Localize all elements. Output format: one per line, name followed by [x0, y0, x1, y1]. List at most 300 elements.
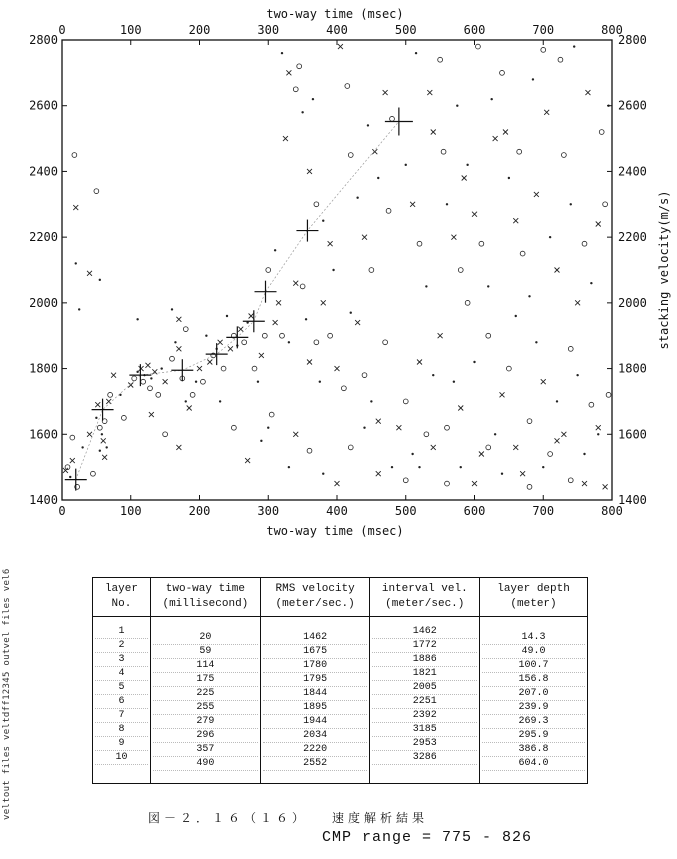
semblance-point-x	[596, 425, 601, 430]
table-cell: 100.7	[482, 659, 585, 673]
semblance-point-circle	[190, 392, 195, 397]
table-cell: 269.3	[482, 715, 585, 729]
table-cell: 1675	[263, 645, 368, 659]
table-cell: 2251	[372, 695, 477, 709]
semblance-point-x	[335, 366, 340, 371]
semblance-point-x	[410, 202, 415, 207]
semblance-point-circle	[280, 333, 285, 338]
semblance-point-circle	[108, 392, 113, 397]
semblance-point-dot	[99, 450, 101, 452]
x-tick-label-bottom: 800	[601, 504, 623, 518]
semblance-point-x	[73, 205, 78, 210]
table-cell: 6	[95, 695, 148, 709]
header-interval-vel: interval vel. (meter/sec.)	[370, 578, 480, 617]
semblance-point-x	[307, 360, 312, 365]
semblance-point-dot	[312, 98, 314, 100]
semblance-point-dot	[119, 394, 121, 396]
semblance-point-circle	[94, 189, 99, 194]
table-cell: 2392	[372, 709, 477, 723]
semblance-point-circle	[221, 366, 226, 371]
table-header-row	[93, 578, 588, 617]
semblance-point-circle	[465, 300, 470, 305]
table-cell: 255	[153, 701, 258, 715]
semblance-point-x	[70, 458, 75, 463]
semblance-point-circle	[231, 425, 236, 430]
semblance-point-circle	[383, 340, 388, 345]
table-cell: 1462	[263, 631, 368, 645]
header-layer-no: layer No.	[93, 578, 151, 617]
semblance-point-x	[362, 235, 367, 240]
semblance-point-circle	[369, 268, 374, 273]
semblance-point-x	[500, 392, 505, 397]
velocity-picks	[65, 107, 413, 490]
x-tick-label-bottom: 0	[58, 504, 66, 518]
y-tick-label-right: 2600	[618, 98, 647, 113]
semblance-point-x	[520, 471, 525, 476]
semblance-point-x	[259, 353, 264, 358]
semblance-point-circle	[527, 419, 532, 424]
velocity-pick-cross	[65, 469, 87, 491]
table-cell: 175	[153, 673, 258, 687]
semblance-point-x	[293, 432, 298, 437]
semblance-point-dot	[473, 361, 475, 363]
table-cell: 2220	[263, 743, 368, 757]
figure-title: 速度解析結果	[332, 811, 429, 825]
velocity-pick-cross	[255, 281, 277, 303]
semblance-point-dot	[301, 111, 303, 113]
semblance-point-circle	[132, 376, 137, 381]
semblance-point-x	[431, 445, 436, 450]
semblance-point-x	[286, 70, 291, 75]
y-tick-label-left: 2200	[29, 230, 58, 245]
semblance-point-x	[228, 346, 233, 351]
y-tick-label-left: 1800	[29, 361, 58, 376]
semblance-point-circle	[148, 386, 153, 391]
figure-label: 図－２．１６（１６）	[148, 811, 309, 825]
semblance-point-x	[555, 268, 560, 273]
semblance-point-x	[149, 412, 154, 417]
semblance-point-circle	[541, 47, 546, 52]
semblance-point-x	[163, 379, 168, 384]
semblance-point-dot	[99, 279, 101, 281]
semblance-point-dot	[367, 124, 369, 126]
semblance-point-circle	[91, 471, 96, 476]
semblance-point-circle	[72, 153, 77, 158]
semblance-point-circle	[97, 425, 102, 430]
semblance-point-circle	[589, 402, 594, 407]
semblance-point-x	[427, 90, 432, 95]
semblance-point-dot	[370, 400, 372, 402]
y-tick-label-right: 2800	[618, 33, 647, 47]
table-cell: 8	[95, 723, 148, 737]
semblance-point-x	[102, 455, 107, 460]
table-cell: 1844	[263, 687, 368, 701]
semblance-point-circle	[252, 366, 257, 371]
table-cell: 4	[95, 667, 148, 681]
semblance-point-x	[283, 136, 288, 141]
table-cell: 1772	[372, 639, 477, 653]
table-cell: 1821	[372, 667, 477, 681]
semblance-point-x	[111, 373, 116, 378]
semblance-point-circle	[269, 412, 274, 417]
semblance-point-circle	[262, 333, 267, 338]
table-cell: 9	[95, 737, 148, 751]
table-cell: 490	[153, 757, 258, 771]
table-cell: 14.3	[482, 631, 585, 645]
semblance-point-x	[176, 346, 181, 351]
semblance-point-circle	[170, 356, 175, 361]
semblance-point-x	[176, 317, 181, 322]
semblance-point-circle	[445, 425, 450, 430]
semblance-point-x	[321, 300, 326, 305]
semblance-point-x	[101, 438, 106, 443]
semblance-point-dot	[446, 203, 448, 205]
semblance-point-circle	[266, 268, 271, 273]
semblance-point-dot	[460, 466, 462, 468]
table-cell: 2953	[372, 737, 477, 751]
semblance-point-x	[451, 235, 456, 240]
semblance-point-circle	[506, 366, 511, 371]
semblance-point-circle	[183, 327, 188, 332]
y-tick-label-right: 1600	[618, 427, 647, 442]
semblance-point-dot	[150, 377, 152, 379]
semblance-point-circle	[520, 251, 525, 256]
column-layer-depth	[482, 631, 585, 771]
axis-ticks	[29, 23, 647, 518]
table-cell: 1944	[263, 715, 368, 729]
semblance-point-circle	[386, 208, 391, 213]
side-file-note: veltout files veltdff12345 outvel files vel6	[2, 568, 12, 820]
semblance-point-circle	[500, 70, 505, 75]
semblance-point-x	[207, 360, 212, 365]
semblance-point-x	[307, 169, 312, 174]
semblance-point-circle	[582, 241, 587, 246]
semblance-point-x	[472, 481, 477, 486]
table-cell: 2552	[263, 757, 368, 771]
semblance-point-dot	[549, 236, 551, 238]
semblance-point-dot	[226, 315, 228, 317]
column-rms-velocity	[263, 631, 368, 771]
semblance-point-circle	[417, 241, 422, 246]
semblance-point-dot	[105, 446, 107, 448]
y-tick-label-left: 2400	[29, 164, 58, 179]
x-tick-label-bottom: 400	[326, 504, 348, 518]
semblance-point-circle	[300, 284, 305, 289]
semblance-point-circle	[486, 445, 491, 450]
semblance-point-dot	[573, 45, 575, 47]
semblance-point-dot	[78, 308, 80, 310]
semblance-point-dot	[377, 177, 379, 179]
semblance-point-dot	[405, 164, 407, 166]
semblance-point-dot	[570, 203, 572, 205]
table-cell: 279	[153, 715, 258, 729]
semblance-point-dot	[494, 433, 496, 435]
velocity-pick-cross	[296, 220, 318, 242]
semblance-point-dot	[136, 318, 138, 320]
y-tick-label-right: 1800	[618, 361, 647, 376]
semblance-point-dot	[583, 453, 585, 455]
table-cell: 2005	[372, 681, 477, 695]
table-cell: 604.0	[482, 757, 585, 771]
velocity-pick-cross	[385, 107, 413, 135]
header-two-way-time: two-way time (millisecond)	[150, 578, 260, 617]
semblance-point-x	[238, 327, 243, 332]
semblance-point-dot	[101, 433, 103, 435]
semblance-point-dot	[267, 427, 269, 429]
semblance-point-dot	[288, 466, 290, 468]
semblance-point-circle	[603, 202, 608, 207]
semblance-point-dot	[350, 312, 352, 314]
semblance-point-circle	[424, 432, 429, 437]
figure-caption	[148, 809, 428, 826]
semblance-point-x	[338, 44, 343, 49]
semblance-point-x	[95, 402, 100, 407]
semblance-point-circle	[403, 399, 408, 404]
semblance-point-x	[335, 481, 340, 486]
semblance-point-circle	[362, 373, 367, 378]
semblance-point-x	[575, 300, 580, 305]
semblance-point-x	[176, 445, 181, 450]
semblance-point-x	[585, 90, 590, 95]
semblance-point-circle	[328, 333, 333, 338]
x-tick-label-top: 200	[188, 23, 211, 37]
x-tick-label-bottom: 100	[119, 504, 142, 518]
table-cell: 1795	[263, 673, 368, 687]
velocity-pick-cross	[206, 343, 228, 365]
semblance-point-dot	[274, 249, 276, 251]
semblance-point-dot	[528, 295, 530, 297]
column-two-way-time	[153, 631, 258, 771]
x-tick-label-top: 500	[394, 23, 417, 37]
x-tick-label-bottom: 500	[394, 504, 417, 518]
semblance-point-dot	[490, 98, 492, 100]
semblance-point-x	[544, 110, 549, 115]
table-cell: 207.0	[482, 687, 585, 701]
semblance-point-dot	[281, 52, 283, 54]
semblance-point-circle	[527, 484, 532, 489]
semblance-point-circle	[438, 57, 443, 62]
semblance-points	[63, 44, 611, 489]
semblance-point-x	[376, 471, 381, 476]
pick-trend-line	[76, 121, 399, 479]
semblance-point-x	[503, 130, 508, 135]
x-tick-label-bottom: 200	[188, 504, 211, 518]
table-cell: 2	[95, 639, 148, 653]
x-axis-label-top: two-way time (msec)	[266, 7, 404, 21]
semblance-point-dot	[219, 400, 221, 402]
semblance-point-circle	[568, 346, 573, 351]
semblance-point-x	[106, 399, 111, 404]
cmp-range: CMP range = 775 - 826	[322, 829, 533, 846]
semblance-point-dot	[363, 427, 365, 429]
semblance-point-circle	[341, 386, 346, 391]
x-tick-label-top: 0	[58, 23, 66, 37]
semblance-point-circle	[568, 478, 573, 483]
table-cell: 114	[153, 659, 258, 673]
semblance-point-circle	[348, 153, 353, 158]
semblance-point-circle	[599, 130, 604, 135]
table-cell: 1895	[263, 701, 368, 715]
semblance-point-circle	[445, 481, 450, 486]
semblance-point-x	[462, 176, 467, 181]
header-rms-velocity: RMS velocity (meter/sec.)	[260, 578, 370, 617]
semblance-point-x	[582, 481, 587, 486]
y-tick-label-left: 2000	[29, 295, 58, 310]
semblance-point-x	[493, 136, 498, 141]
semblance-point-dot	[456, 105, 458, 107]
semblance-point-x	[458, 406, 463, 411]
x-tick-label-top: 800	[601, 23, 623, 37]
semblance-point-circle	[141, 379, 146, 384]
x-tick-label-top: 300	[257, 23, 280, 37]
semblance-point-circle	[486, 333, 491, 338]
semblance-point-dot	[597, 433, 599, 435]
x-tick-label-top: 700	[532, 23, 555, 37]
y-tick-label-left: 2600	[29, 98, 58, 113]
semblance-point-x	[197, 366, 202, 371]
y-tick-label-left: 1600	[29, 427, 58, 442]
semblance-point-x	[479, 452, 484, 457]
semblance-point-x	[417, 360, 422, 365]
semblance-point-circle	[121, 415, 126, 420]
table-body-row	[93, 617, 588, 784]
semblance-point-circle	[479, 241, 484, 246]
semblance-point-circle	[606, 392, 611, 397]
semblance-point-dot	[195, 381, 197, 383]
table-cell: 1886	[372, 653, 477, 667]
semblance-point-dot	[185, 400, 187, 402]
semblance-point-x	[596, 222, 601, 227]
semblance-point-x	[603, 484, 608, 489]
semblance-point-dot	[160, 367, 162, 369]
semblance-point-x	[328, 241, 333, 246]
y-tick-label-right: 1400	[618, 493, 647, 507]
semblance-point-x	[376, 419, 381, 424]
table-cell: 2034	[263, 729, 368, 743]
table-cell: 10	[95, 751, 148, 765]
semblance-point-dot	[174, 341, 176, 343]
semblance-point-dot	[95, 417, 97, 419]
semblance-point-x	[472, 212, 477, 217]
semblance-point-dot	[69, 476, 71, 478]
semblance-point-x	[87, 271, 92, 276]
semblance-point-x	[187, 406, 192, 411]
semblance-point-dot	[356, 197, 358, 199]
table-cell: 3185	[372, 723, 477, 737]
semblance-point-x	[555, 438, 560, 443]
plot-frame	[62, 40, 612, 500]
semblance-point-circle	[163, 432, 168, 437]
table-cell: 5	[95, 681, 148, 695]
semblance-point-circle	[348, 445, 353, 450]
table-cell: 239.9	[482, 701, 585, 715]
semblance-point-dot	[391, 466, 393, 468]
velocity-pick-cross	[92, 399, 114, 421]
x-tick-label-top: 600	[463, 23, 486, 37]
x-tick-label-bottom: 700	[532, 504, 555, 518]
semblance-point-x	[534, 192, 539, 197]
x-tick-label-top: 100	[119, 23, 142, 37]
semblance-point-x	[249, 314, 254, 319]
y-tick-label-left: 1400	[29, 493, 58, 507]
semblance-point-x	[383, 90, 388, 95]
semblance-point-circle	[307, 448, 312, 453]
semblance-point-circle	[242, 340, 247, 345]
semblance-point-x	[245, 458, 250, 463]
semblance-point-dot	[487, 285, 489, 287]
semblance-point-dot	[532, 78, 534, 80]
semblance-point-dot	[515, 315, 517, 317]
semblance-point-dot	[576, 374, 578, 376]
semblance-point-x	[87, 432, 92, 437]
semblance-point-circle	[297, 64, 302, 69]
x-tick-label-bottom: 600	[463, 504, 486, 518]
semblance-point-x	[128, 383, 133, 388]
velocity-results-table	[92, 577, 588, 784]
semblance-point-dot	[425, 285, 427, 287]
semblance-point-dot	[453, 381, 455, 383]
semblance-point-x	[438, 333, 443, 338]
semblance-point-dot	[322, 220, 324, 222]
semblance-point-x	[541, 379, 546, 384]
semblance-point-circle	[517, 149, 522, 154]
semblance-point-circle	[345, 84, 350, 89]
semblance-point-dot	[136, 371, 138, 373]
table-cell: 357	[153, 743, 258, 757]
semblance-point-dot	[542, 466, 544, 468]
semblance-point-dot	[535, 341, 537, 343]
semblance-point-x	[372, 149, 377, 154]
semblance-point-dot	[466, 164, 468, 166]
semblance-point-dot	[508, 177, 510, 179]
semblance-point-dot	[305, 318, 307, 320]
x-axis-label-bottom: two-way time (msec)	[266, 524, 404, 538]
table-cell: 49.0	[482, 645, 585, 659]
semblance-point-circle	[403, 478, 408, 483]
semblance-point-x	[396, 425, 401, 430]
y-axis-label-right: stacking velocity(m/s)	[657, 190, 671, 350]
semblance-point-x	[513, 445, 518, 450]
semblance-point-dot	[415, 52, 417, 54]
x-tick-label-top: 400	[326, 23, 348, 37]
semblance-point-dot	[590, 282, 592, 284]
table-cell: 296	[153, 729, 258, 743]
semblance-point-x	[145, 363, 150, 368]
semblance-point-circle	[201, 379, 206, 384]
header-layer-depth: layer depth (meter)	[480, 578, 588, 617]
column-interval-vel	[372, 626, 477, 771]
semblance-point-circle	[441, 149, 446, 154]
semblance-point-circle	[390, 116, 395, 121]
table-cell: 1780	[263, 659, 368, 673]
y-tick-label-right: 2000	[618, 295, 647, 310]
table-cell: 156.8	[482, 673, 585, 687]
semblance-point-dot	[501, 473, 503, 475]
semblance-point-x	[293, 281, 298, 286]
semblance-point-x	[276, 300, 281, 305]
semblance-point-circle	[156, 392, 161, 397]
table-cell: 59	[153, 645, 258, 659]
semblance-point-x	[355, 320, 360, 325]
semblance-point-dot	[556, 400, 558, 402]
column-layer-no	[95, 626, 148, 771]
velocity-pick-cross	[226, 326, 248, 348]
y-tick-label-left: 2800	[29, 33, 58, 47]
table-cell: 3286	[372, 751, 477, 765]
semblance-point-dot	[418, 466, 420, 468]
semblance-point-dot	[205, 335, 207, 337]
table-cell: 225	[153, 687, 258, 701]
